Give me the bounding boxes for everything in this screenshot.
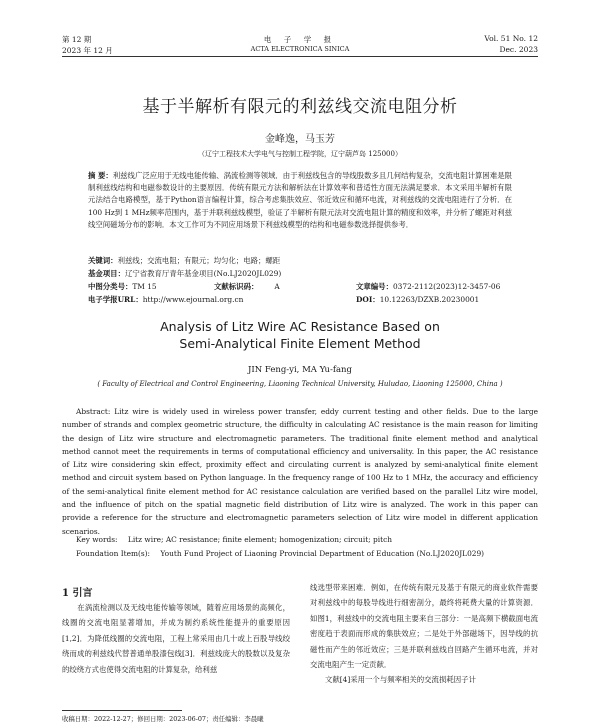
abstract-cn <box>88 170 512 231</box>
issue-date-en: Dec. 2023 <box>499 45 538 54</box>
document-code-label: 文献标识码： <box>214 282 259 291</box>
document-code <box>214 281 280 292</box>
abstract-label-cn: 摘 要： <box>88 171 113 180</box>
abstract-label-en: Abstract: <box>76 407 111 416</box>
article-number-value: 0372-2112(2023)12-3457-06 <box>392 282 501 291</box>
fund-label-cn: 基金项目： <box>88 269 125 278</box>
authors-en: JIN Feng-yi, MA Yu-fang <box>248 365 352 375</box>
paper-title-en <box>0 318 600 352</box>
doi-label: DOI： <box>356 295 380 304</box>
clc-value: TM 15 <box>132 282 157 291</box>
paper-title-en-line2: Semi-Analytical Finite Element Method <box>179 336 421 351</box>
intro-paragraph-right-2: 文献[4]采用一个与频率相关的交流损耗因子计 <box>325 675 476 685</box>
journal-name-en: ACTA ELECTRONICA SINICA <box>250 45 350 53</box>
running-header <box>0 0 600 56</box>
body-column-left <box>62 600 290 677</box>
header-divider <box>62 56 538 57</box>
article-number-label: 文章编号： <box>356 282 393 291</box>
section-heading-introduction: 1 引言 <box>62 588 93 599</box>
keywords-en <box>76 535 392 544</box>
abstract-text-en: Litz wire is widely used in wireless power transfer, eddy current testing and other fields. Due to the large number of strands and complex geometric structure, the difficulty in calculating AC resistance is the main reason for limiting the design of Litz wire structure and electromagnetic parameters. The traditional finite element method and analytical method cannot meet the requirements in terms of computational efficiency and universality. In this paper, the AC resistance of Litz wire considering skin effect, proximity effect and circulating current is analyzed by semi-analytical finite element method and circuit system based on Python language. In the frequency range of 100 Hz to 1 MHz, the accuracy and efficiency of the semi-analytical finite element method for AC resistance calculation are verified based on the parallel Litz wire model, and the influence of pitch on the spatial magnetic field distribution of Litz wire is analyzed. The work in this paper can provide a reference for the structure and electromagnetic parameters selection of Litz wire model in different application scenarios. <box>62 407 538 536</box>
keywords-text-cn: 利兹线；交流电阻；有限元；均匀化；电路；螺距 <box>117 256 281 265</box>
doi-value[interactable]: 10.12263/DZXB.20230001 <box>379 295 480 304</box>
body-column-right <box>310 580 538 688</box>
intro-paragraph-left: 在涡流检测以及无线电能传输等领域，随着应用场景的高频化，线圈的交流电阻显著增加，并成为制约系统性能提升的重要原因[1,2]．为降低线圈的交流电阻，工程上常采用由几十或上百股导线绞绕而成的利兹线代替普通单股漆包线[3]．利兹线庞大的股数以及复杂的绞绕方式也使得交流电阻的计算复杂，给利兹 <box>62 603 290 674</box>
keywords-text-en: Litz wire; AC resistance; finite element; homogenization; circuit; pitch <box>127 535 392 544</box>
keywords-label-cn: 关键词： <box>88 256 118 265</box>
affiliation-en: ( Faculty of Electrical and Control Engineering, Liaoning Technical University, Huludao, Liaoning 125000, China ) <box>97 380 503 388</box>
paper-title-en-line1: Analysis of Litz Wire AC Resistance Based on <box>160 319 440 334</box>
fund-text-en: Youth Fund Project of Liaoning Provincial Department of Education (No.LJ2020JL029) <box>160 549 485 558</box>
keywords-cn <box>88 255 280 266</box>
intro-paragraph-right: 线选型带来困难．例如，在传统有限元及基于有限元的商业软件需要对利兹线中的每股导线进行细密剖分，最终将耗费大量的计算资源．如图1，利兹线中的交流电阻主要来自三部分：一是高频下横截面电流密度趋于表面而形成的集肤效应；二是处于外部磁场下，因导线的抗磁性而产生的邻近效应；三是并联利兹线自回路产生循环电流，并对交流电阻产生一定贡献． <box>310 583 538 670</box>
abstract-text-cn: 利兹线广泛应用于无线电能传输、涡流检测等领域．由于利兹线包含的导线股数多且几何结构复杂，交流电阻计算困难是限制利兹线结构和电磁参数设计的主要原因．传统有限元方法和解析法在计算效率和普适性方面无法满足要求．本文采用半解析有限元法结合电路模型，基于Python语言编程计算，综合考虑集肤效应、邻近效应和循环电流，对利兹线的交流电阻进行了分析．在 100 Hz到 1 MHz频率范围内，基于并联利兹线模型，验证了半解析有限元法对交流电阻计算的精度和效率，并分析了螺距对利兹线空间磁场分布的影响．本文工作可为不同应用场景下利兹线模型的结构和电磁参数选择提供参考． <box>88 171 512 229</box>
volume-number: Vol. 51 No. 12 <box>484 34 538 43</box>
paper-title-cn: 基于半解析有限元的利兹线交流电阻分析 <box>142 97 458 117</box>
clc-number <box>88 281 157 292</box>
fund-label-en: Foundation Item(s): <box>76 549 151 558</box>
fund-cn <box>88 268 281 279</box>
issue-number: 第 12 期 <box>62 35 92 44</box>
authors-cn: 金峰逸，马玉芳 <box>265 134 335 145</box>
received-date-footnote: 收稿日期：2022-12-27；修回日期：2023-06-07；责任编辑：李晨曦 <box>62 715 264 723</box>
journal-url-value[interactable]: http://www.ejournal.org.cn <box>142 295 244 304</box>
fund-en <box>76 549 484 558</box>
article-number <box>356 281 500 292</box>
abstract-en <box>62 405 538 538</box>
issue-date-cn: 2023 年 12 月 <box>62 46 113 55</box>
journal-url-label: 电子学报URL： <box>88 295 143 304</box>
document-code-value: A <box>274 282 280 291</box>
fund-text-cn: 辽宁省教育厅青年基金项目(No.LJ2020JL029) <box>124 269 282 278</box>
footnote-divider <box>62 710 182 711</box>
journal-url <box>88 294 243 305</box>
doi <box>356 294 479 305</box>
clc-label: 中图分类号： <box>88 282 133 291</box>
journal-name-cn: 电 子 学 报 <box>263 35 337 44</box>
affiliation-cn: （辽宁工程技术大学电气与控制工程学院，辽宁葫芦岛 125000） <box>198 150 402 158</box>
keywords-label-en: Key words: <box>76 535 118 544</box>
